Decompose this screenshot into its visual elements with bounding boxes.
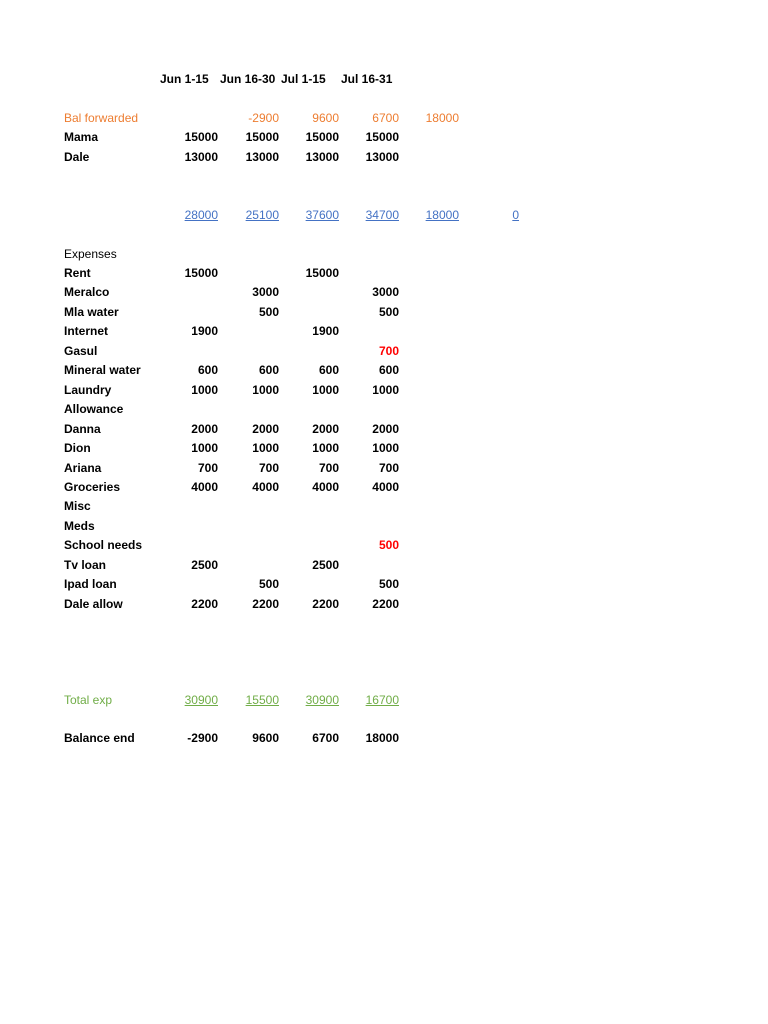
subtotal-cell: 37600 [305, 208, 339, 222]
expense-cell: 2500 [312, 558, 339, 572]
income-cell: 13000 [184, 150, 218, 164]
expense-cell: 1000 [312, 441, 339, 455]
expense-cell: 2000 [252, 422, 279, 436]
expense-cell: 500 [378, 538, 399, 552]
expense-label: Mla water [64, 305, 119, 319]
income-cell: 13000 [365, 150, 399, 164]
income-cell: 13000 [305, 150, 339, 164]
expense-label: Tv loan [64, 558, 107, 572]
expense-label: Meds [64, 519, 95, 533]
expense-cell: 2000 [312, 422, 339, 436]
expense-cell: 2500 [191, 558, 218, 572]
total-exp-cell: 30900 [305, 693, 339, 707]
income-label-dale: Dale [64, 150, 90, 164]
income-cell: 15000 [245, 130, 279, 144]
expense-cell: 1000 [312, 383, 339, 397]
expense-label: Gasul [64, 344, 98, 358]
expense-cell: 1000 [191, 441, 218, 455]
expense-cell: 600 [318, 363, 339, 377]
column-header-jul-1-15: Jul 1-15 [281, 72, 326, 86]
expense-label: Internet [64, 324, 109, 338]
expense-cell: 4000 [191, 480, 218, 494]
expense-cell: 4000 [372, 480, 399, 494]
subtotal-cell: 25100 [245, 208, 279, 222]
expense-cell: 2000 [191, 422, 218, 436]
subtotal-cell: 34700 [365, 208, 399, 222]
expense-cell: 700 [378, 461, 399, 475]
bal-forwarded-cell: 9600 [312, 111, 339, 125]
expense-cell: 600 [378, 363, 399, 377]
balance-end-cell: -2900 [187, 731, 218, 745]
expense-cell: 2200 [372, 597, 399, 611]
expense-label: Ariana [64, 461, 102, 475]
expense-cell: 4000 [252, 480, 279, 494]
income-label-mama: Mama [64, 130, 99, 144]
income-cell: 15000 [365, 130, 399, 144]
total-exp-cell: 16700 [365, 693, 399, 707]
total-exp-cell: 15500 [245, 693, 279, 707]
subtotal-cell: 0 [512, 208, 519, 222]
column-header-jun-1-15: Jun 1-15 [160, 72, 209, 86]
balance-end-cell: 9600 [252, 731, 279, 745]
expenses-heading: Expenses [64, 247, 117, 261]
column-header-jun-16-30: Jun 16-30 [220, 72, 276, 86]
expense-cell: 1900 [191, 324, 218, 338]
bal-forwarded-cell: 18000 [425, 111, 459, 125]
expense-cell: 2200 [191, 597, 218, 611]
expense-cell: 700 [197, 461, 218, 475]
expense-label: School needs [64, 538, 143, 552]
expense-label: Dion [64, 441, 91, 455]
bal-forwarded-cell: 6700 [372, 111, 399, 125]
expense-label: Meralco [64, 285, 110, 299]
expense-label: Dale allow [64, 597, 123, 611]
expense-cell: 1000 [252, 441, 279, 455]
expense-cell: 4000 [312, 480, 339, 494]
bal-forwarded-cell: -2900 [248, 111, 279, 125]
expense-cell: 15000 [305, 266, 339, 280]
expense-cell: 2000 [372, 422, 399, 436]
expense-cell: 2200 [252, 597, 279, 611]
expense-cell: 600 [197, 363, 218, 377]
expense-label: Laundry [64, 383, 112, 397]
expense-cell: 700 [258, 461, 279, 475]
income-cell: 15000 [184, 130, 218, 144]
expense-label: Mineral water [64, 363, 141, 377]
bal-forwarded-label: Bal forwarded [64, 111, 139, 125]
expense-cell: 500 [378, 305, 399, 319]
balance-end-label: Balance end [64, 731, 135, 745]
expense-label: Groceries [64, 480, 121, 494]
expense-cell: 500 [258, 305, 279, 319]
expense-cell: 15000 [184, 266, 218, 280]
expense-cell: 500 [258, 577, 279, 591]
expense-cell: 1000 [372, 441, 399, 455]
subtotal-cell: 28000 [184, 208, 218, 222]
expense-cell: 600 [258, 363, 279, 377]
expense-cell: 1000 [252, 383, 279, 397]
total-exp-cell: 30900 [184, 693, 218, 707]
column-header-jul-16-31: Jul 16-31 [341, 72, 393, 86]
total-exp-label: Total exp [64, 693, 113, 707]
subtotal-cell: 18000 [425, 208, 459, 222]
expense-cell: 500 [378, 577, 399, 591]
balance-end-cell: 6700 [312, 731, 339, 745]
expense-label: Ipad loan [64, 577, 117, 591]
expense-label: Danna [64, 422, 101, 436]
expense-cell: 700 [378, 344, 399, 358]
expense-cell: 3000 [252, 285, 279, 299]
expense-cell: 3000 [372, 285, 399, 299]
expense-label: Allowance [64, 402, 124, 416]
balance-end-cell: 18000 [365, 731, 399, 745]
income-cell: 13000 [245, 150, 279, 164]
expense-cell: 1000 [372, 383, 399, 397]
expense-cell: 2200 [312, 597, 339, 611]
expense-label: Rent [64, 266, 91, 280]
expense-cell: 1000 [191, 383, 218, 397]
expense-cell: 700 [318, 461, 339, 475]
income-cell: 15000 [305, 130, 339, 144]
expense-cell: 1900 [312, 324, 339, 338]
expense-label: Misc [64, 499, 91, 513]
